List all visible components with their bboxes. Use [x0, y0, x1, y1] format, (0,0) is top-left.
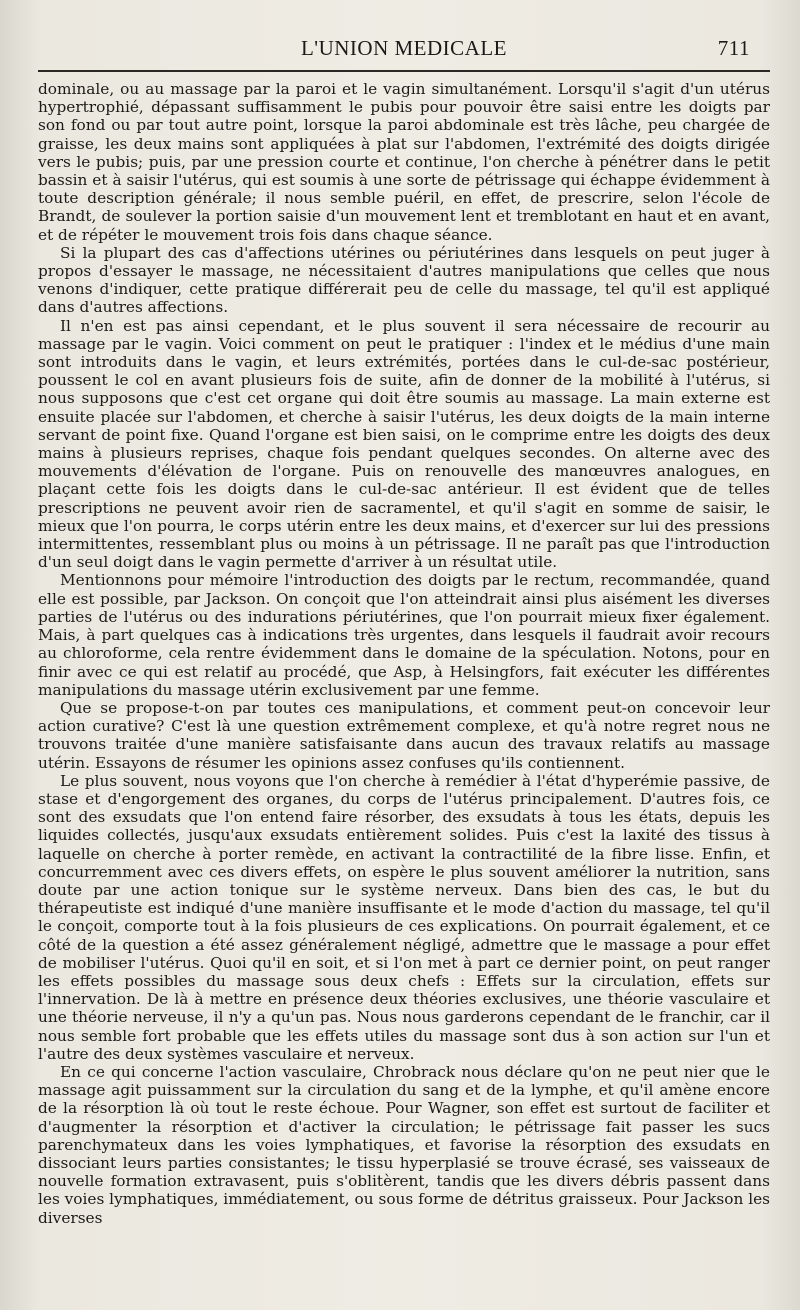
paragraph: Le plus souvent, nous voyons que l'on cherche à remédier à l'état d'hyperémie passive, de stase et d'engorgement des organes, du corps de l'utérus principalement. D'autres fois, ce sont des exsudats que l'on entend faire résorber, des exsudats à tous les états, depuis les liquides collectés, jusqu'aux exsudats entièrement solides. Puis c'est la laxité des tissus à laquelle on cherche à porter remède, en activant la contractilité de la fibre lisse. Enfin, et concurremment avec ces divers effets, on espère le plus souvent améliorer la nutrition, sans doute par une action tonique sur le système nerveux. Dans bien des cas, le but du thérapeutiste est indiqué d'une manière insuffisante et le mode d'action du massage, tel qu'il le conçoit, comporte tout à la fois plusieurs de ces explications. On pourrait également, et ce côté de la question a été assez généralement négligé, admettre que le massage a pour effet de mobiliser l'utérus. Quoi qu'il en soit, et si l'on met à part ce dernier point, on peut ranger les effets possibles du massage sous deux chefs : Effets sur la circulation, effets sur l'innervation. De là à mettre en présence deux théories exclusives, une théorie vasculaire et une théorie nerveuse, il n'y a qu'un pas. Nous nous garderons cependant de le franchir, car il nous semble fort probable que les effets utiles du massage sont dus à son action sur l'un et l'autre des deux systèmes vasculaire et nerveux.: [38, 771, 770, 1063]
header-rule: [38, 70, 770, 72]
page-number: 711: [717, 36, 750, 60]
paragraph: En ce qui concerne l'action vasculaire, Chrobrack nous déclare qu'on ne peut nier que le massage agit puissamment sur la circulation du sang et de la lymphe, et qu'il amène encore de la résorption là où tout le reste échoue. Pour Wagner, son effet est surtout de faciliter et d'augmenter la résorption et d'activer la circulation; le pétrissage fait passer les sucs parenchymateux dans les voies lymphatiques, et favorise la résorption des exsudats en dissociant leurs parties consistantes; le tissu hyperplasié se trouve écrasé, ses vaisseaux de nouvelle formation extravasent, puis s'oblitèrent, tandis que les divers débris passent dans les voies lymphatiques, immédiatement, ou sous forme de détritus graisseux. Pour Jackson les diverses: [38, 1062, 770, 1227]
paragraph: Si la plupart des cas d'affections utérines ou périutérines dans lesquels on peut juger à propos d'essayer le massage, ne nécessitaient d'autres manipulations que celles que nous venons d'indiquer, cette pratique différerait peu de celle du massage, tel qu'il est appliqué dans d'autres affections.: [38, 243, 770, 317]
paragraph: Que se propose-t-on par toutes ces manipulations, et comment peut-on concevoir leur action curative? C'est là une question extrêmement complexe, et qu'à notre regret nous ne trouvons traitée d'une manière satisfaisante dans aucun des travaux relatifs au massage utérin. Essayons de résumer les opinions assez confuses qu'ils contiennent.: [38, 698, 770, 772]
paragraph: dominale, ou au massage par la paroi et le vagin simultanément. Lorsqu'il s'agit d'un utérus hypertrophié, dépassant suffisamment le pubis pour pouvoir être saisi entre les doigts par son fond ou par tout autre point, lorsque la paroi abdominale est très lâche, peu chargée de graisse, les deux mains sont appliquées à plat sur l'abdomen, l'extrémité des doigts dirigée vers le pubis; puis, par une pression courte et continue, l'on cherche à pénétrer dans le petit bassin et à saisir l'utérus, qui est soumis à une sorte de pétrissage qui échappe évidemment à toute description générale; il nous semble puéril, en effet, de prescrire, selon l'école de Brandt, de soulever la portion saisie d'un mouvement lent et tremblotant en haut et en avant, et de répéter le mouvement trois fois dans chaque séance.: [38, 80, 770, 244]
article-body: [38, 80, 770, 1227]
paragraph: Mentionnons pour mémoire l'introduction des doigts par le rectum, recommandée, quand elle est possible, par Jackson. On conçoit que l'on atteindrait ainsi plus aisément les diverses parties de l'utérus ou des indurations périutérines, que l'on pourrait mieux fixer également. Mais, à part quelques cas à indications très urgentes, dans lesquels il faudrait avoir recours au chloroforme, cela rentre évidemment dans le domaine de la spéculation. Notons, pour en finir avec ce qui est relatif au procédé, que Asp, à Helsingfors, fait exécuter les différentes manipulations du massage utérin exclusivement par une femme.: [38, 571, 770, 699]
running-header: [38, 36, 770, 66]
paragraph: Il n'en est pas ainsi cependant, et le plus souvent il sera nécessaire de recourir au massage par le vagin. Voici comment on peut le pratiquer : l'index et le médius d'une main sont introduits dans le vagin, et leurs extrémités, portées dans le cul-de-sac postérieur, poussent le col en avant plusieurs fois de suite, afin de donner de la mobilité à l'utérus, si nous supposons que c'est cet organe qui doit être soumis au massage. La main externe est ensuite placée sur l'abdomen, et cherche à saisir l'utérus, les deux doigts de la main interne servant de point fixe. Quand l'organe est bien saisi, on le comprime entre les doigts des deux mains à plusieurs reprises, chaque fois pendant quelques secondes. On alterne avec des mouvements d'élévation de l'organe. Puis on renouvelle des manœuvres analogues, en plaçant cette fois les doigts dans le cul-de-sac antérieur. Il est évident que de telles prescriptions ne peuvent avoir rien de sacramentel, et qu'il s'agit en somme de saisir, le mieux que l'on pourra, le corps utérin entre les deux mains, et d'exercer sur lui des pressions intermittentes, ressemblant plus ou moins à un pétrissage. Il ne paraît pas que l'introduction d'un seul doigt dans le vagin permette d'arriver à un résultat utile.: [38, 316, 770, 572]
journal-title: L'UNION MEDICALE: [300, 36, 507, 60]
